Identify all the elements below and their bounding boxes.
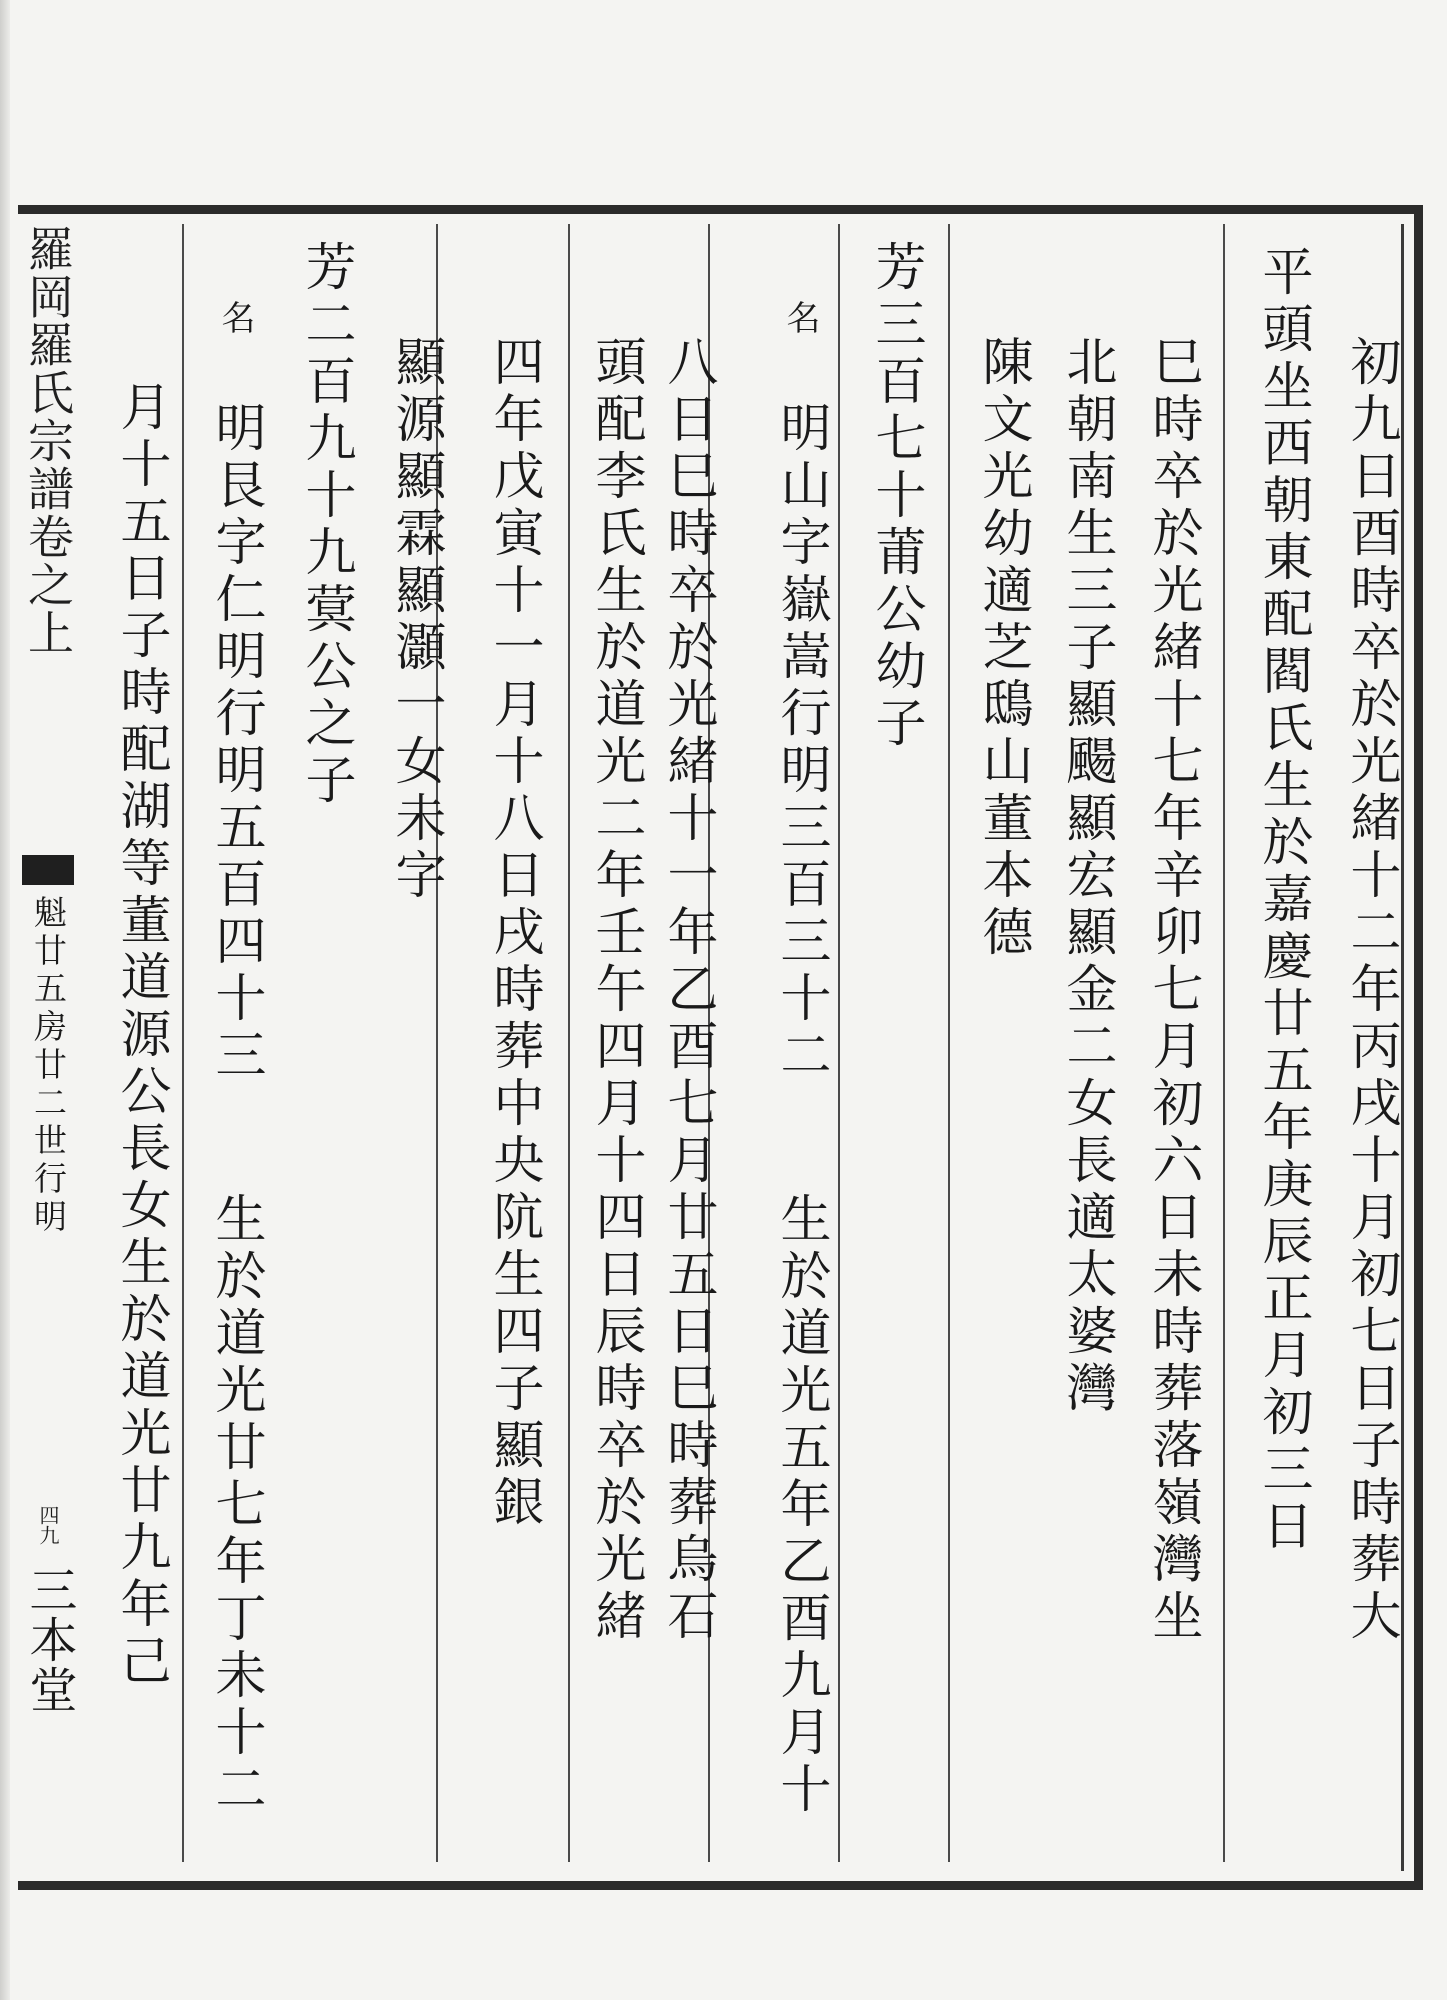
column-rule: [1223, 224, 1225, 1862]
page-edge: [0, 0, 10, 2000]
column-rule: [948, 224, 950, 1862]
margin-title: [22, 225, 74, 657]
name-entry: 明山字嶽嵩行明三百三十二: [771, 401, 830, 1085]
birth-entry: 生於道光廿七年丁未十二: [206, 1192, 265, 1819]
text-column: 顯源顯霖顯灝一女未字: [386, 335, 445, 905]
text-column: 巳時卒於光緒十七年辛卯七月初六日未時葬落嶺灣坐: [1143, 335, 1202, 1646]
birth-entry: 生於道光五年乙酉九月十: [771, 1192, 830, 1819]
text-column: [200, 300, 270, 1819]
text-column: 初九日酉時卒於光緒十二年丙戌十月初七日子時葬大: [1341, 335, 1400, 1646]
text-column: 北朝南生三子顯颺顯宏顯金二女長適太婆灣: [1057, 335, 1116, 1418]
text-column: 四年戊寅十一月十八日戌時葬中央阬生四子顯銀: [484, 335, 543, 1532]
column-rule: [838, 224, 840, 1862]
margin-title-text: 羅岡羅氏宗譜: [21, 225, 75, 513]
margin-hall-name: 三本堂: [21, 1565, 77, 1715]
margin-page-number: 四九: [36, 1505, 60, 1545]
margin-volume-text: 卷之上: [21, 513, 75, 657]
text-column: 平頭坐西朝東配閻氏生於嘉慶廿五年庚辰正月初三日: [1253, 245, 1312, 1556]
name-label: 名: [215, 300, 255, 336]
name-label: 名: [780, 300, 820, 336]
text-column: 頭配李氏生於道光二年壬午四月十四日辰時卒於光緒: [586, 335, 645, 1646]
text-column: 芳二百九十九蓂公之子: [296, 240, 355, 810]
text-column: 月十五日子時配湖等董道源公長女生於道光廿九年己: [111, 380, 170, 1691]
text-column: 八日巳時卒於光緒十一年乙酉七月廿五日巳時葬烏石: [658, 335, 717, 1646]
text-column: 陳文光幼適芝鴟山董本德: [973, 335, 1032, 962]
column-rule: [568, 224, 570, 1862]
margin-divider-block: [22, 855, 74, 885]
column-rule: [182, 224, 184, 1862]
text-column: [765, 300, 835, 1819]
margin-section: 魁廿五房廿二世行明: [29, 895, 68, 1237]
name-entry: 明艮字仁明行明五百四十三: [206, 401, 265, 1085]
text-column: 芳三百七十莆公幼子: [866, 240, 925, 753]
